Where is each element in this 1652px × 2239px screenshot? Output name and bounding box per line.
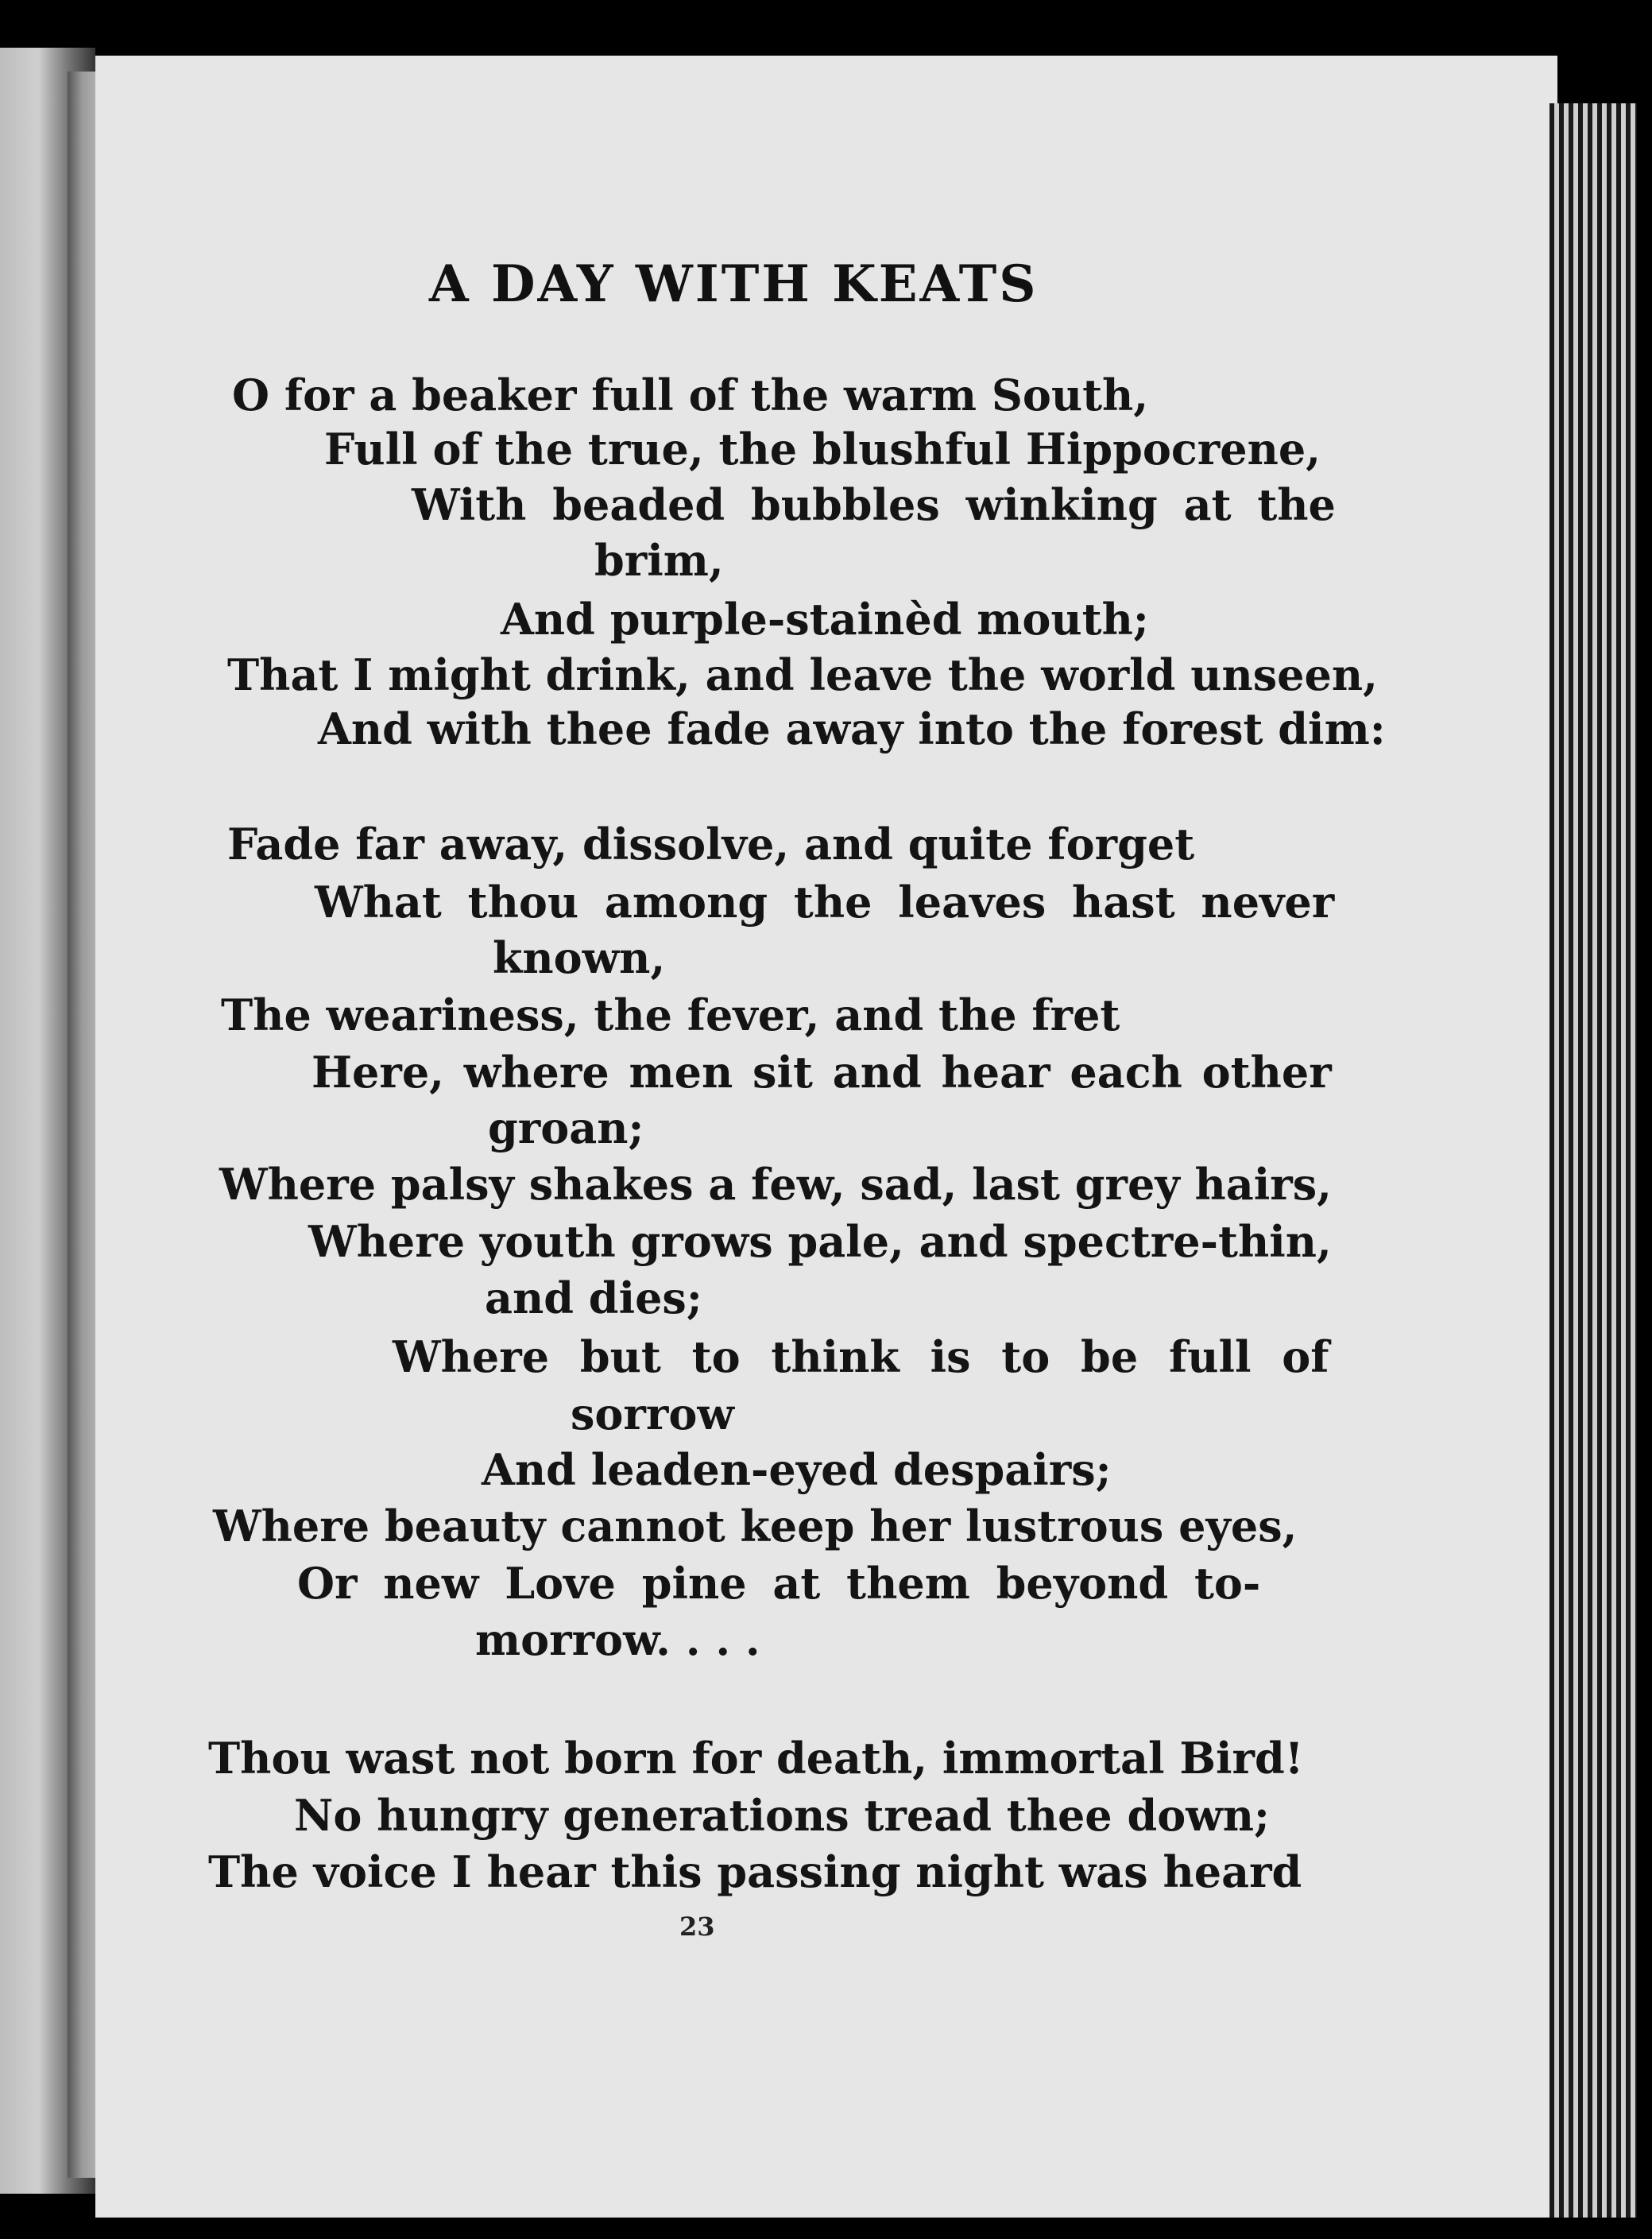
poem-line: With beaded bubbles winking at the xyxy=(412,479,1336,530)
poem-line: Where but to think is to be full of xyxy=(393,1331,1329,1382)
poem-line: Fade far away, dissolve, and quite forget xyxy=(227,819,1195,870)
poem-line: The weariness, the fever, and the fret xyxy=(221,990,1120,1040)
poem-line: Thou wast not born for death, immortal Bird! xyxy=(208,1733,1304,1784)
poem-line: And leaden-eyed despairs; xyxy=(482,1444,1112,1495)
poem-line: and dies; xyxy=(485,1273,702,1323)
poem-line: And purple-stainèd mouth; xyxy=(501,594,1149,645)
poem-line: Or new Love pine at them beyond to- xyxy=(297,1558,1261,1609)
poem-line: The voice I hear this passing night was heard xyxy=(208,1846,1302,1897)
page-edges xyxy=(1549,103,1637,2218)
poem-line: Full of the true, the blushful Hippocrene, xyxy=(324,424,1321,475)
poem-line: That I might drink, and leave the world unseen, xyxy=(227,649,1378,700)
poem-line: What thou among the leaves hast never xyxy=(315,877,1335,928)
poem-line: sorrow xyxy=(571,1389,734,1439)
poem-line: groan; xyxy=(488,1102,644,1153)
poem-line: morrow. . . . xyxy=(475,1614,760,1665)
poem-line: And with thee fade away into the forest dim: xyxy=(318,703,1386,754)
poem-line: O for a beaker full of the warm South, xyxy=(232,370,1149,420)
poem-line: No hungry generations tread thee down; xyxy=(294,1790,1270,1841)
poem-line: Where palsy shakes a few, sad, last grey hairs, xyxy=(219,1159,1332,1210)
poem-line: brim, xyxy=(594,535,724,586)
poem-line: known, xyxy=(493,932,666,983)
poem-line: Here, where men sit and hear each other xyxy=(311,1047,1332,1098)
poem-line: Where youth grows pale, and spectre-thin, xyxy=(308,1216,1332,1267)
page-number: 23 xyxy=(679,1912,715,1942)
page-title: A DAY WITH KEATS xyxy=(429,254,1039,314)
poem-line: Where beauty cannot keep her lustrous eyes, xyxy=(213,1501,1298,1551)
